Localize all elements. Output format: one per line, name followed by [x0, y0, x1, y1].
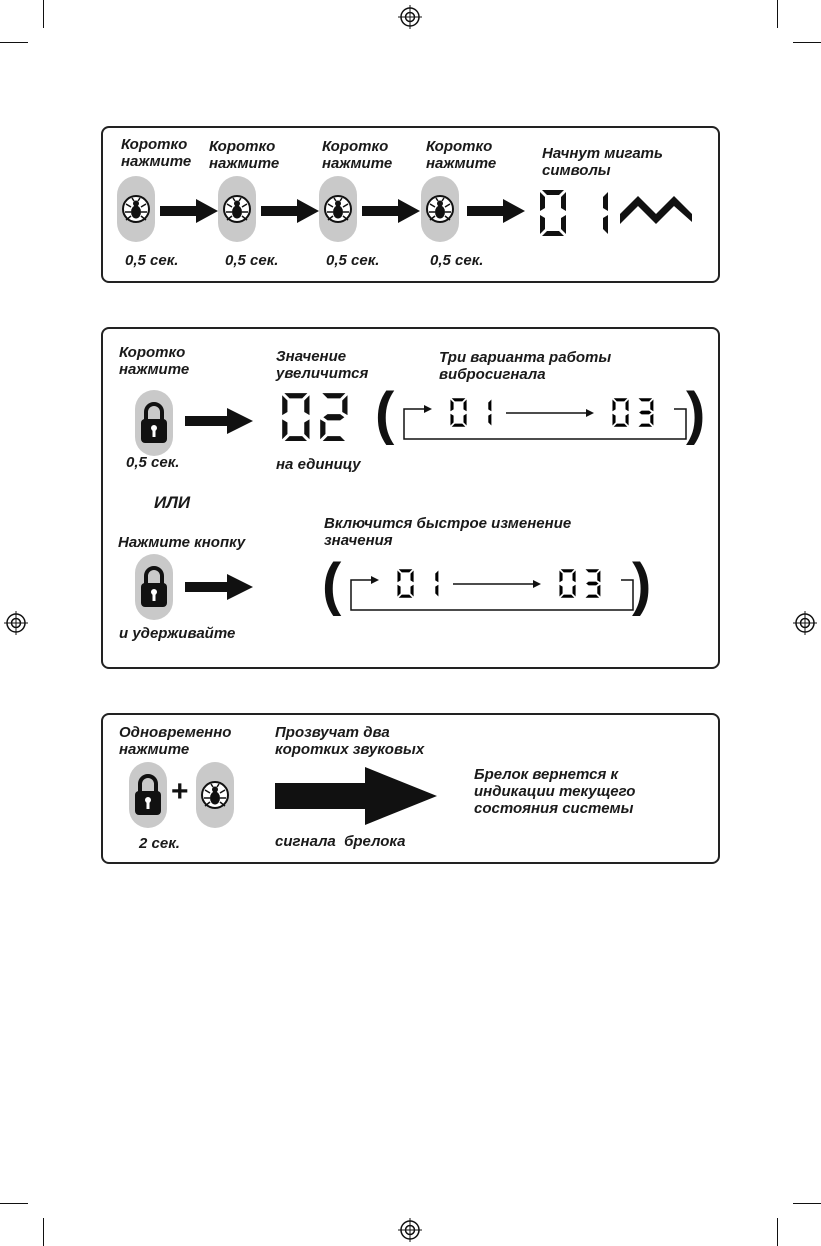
- vibration-wave-icon: [620, 196, 692, 224]
- crop-mark-top-left-h: [0, 42, 28, 43]
- lcd-segment-e: [450, 414, 453, 426]
- lcd-segment-e: [282, 419, 287, 439]
- lcd-digit: [397, 569, 413, 598]
- lock-icon: [129, 762, 167, 828]
- crop-mark-top-left-v: [43, 0, 44, 28]
- vibro-label: Три варианта работы вибросигнала: [439, 349, 612, 383]
- step-3-label: Коротко нажмите: [322, 138, 393, 172]
- lcd-segment-a: [639, 398, 653, 401]
- lcd-segment-d: [561, 595, 575, 598]
- lcd-segment-e: [612, 414, 615, 426]
- arrow-right-icon: [160, 199, 218, 223]
- crop-mark-bottom-left-h: [0, 1203, 28, 1204]
- lcd-segment-e: [320, 419, 325, 439]
- registration-mark-left: [4, 611, 28, 635]
- lcd-segment-d: [284, 436, 307, 441]
- lcd-segment-c: [488, 414, 491, 426]
- lcd-segment-c: [304, 419, 309, 439]
- step-1-duration: 0,5 сек.: [125, 252, 179, 269]
- bug-button[interactable]: [319, 176, 357, 242]
- lcd-segment-e: [397, 585, 400, 597]
- lcd-digit: [450, 398, 466, 427]
- result-label: Брелок вернется к индикации текущего состояния системы: [474, 766, 636, 817]
- arrow-right-icon: [362, 199, 420, 223]
- plus-sign: +: [171, 775, 189, 808]
- lcd-segment-g: [323, 414, 344, 420]
- value-increase-suffix: на единицу: [276, 456, 361, 473]
- bug-icon: [421, 176, 459, 242]
- lcd-segment-b: [488, 399, 491, 411]
- registration-mark-right: [793, 611, 817, 635]
- lcd-digit: [320, 393, 347, 441]
- beep-suffix: сигнала брелока: [275, 833, 406, 850]
- lcd-segment-e: [540, 215, 545, 234]
- bug-icon: [196, 762, 234, 828]
- lcd-display-value: [278, 391, 354, 441]
- lcd-segment-a: [586, 569, 600, 572]
- arrow-right-icon: [467, 199, 525, 223]
- lcd-segment-b: [342, 395, 347, 415]
- lcd-digit: [639, 398, 654, 427]
- lcd-segment-a: [399, 569, 413, 572]
- panel-exit-menu: [101, 713, 720, 864]
- short-press-label: Коротко нажмите: [119, 344, 190, 378]
- lcd-segment-b: [603, 192, 608, 211]
- lcd-segment-f: [397, 570, 400, 582]
- lcd-segment-c: [603, 215, 608, 234]
- lcd-segment-f: [282, 395, 287, 415]
- bracket-open: (: [322, 552, 342, 617]
- lcd-digit: [612, 398, 628, 427]
- lcd-segment-c: [650, 414, 653, 426]
- lcd-digit: [540, 190, 566, 236]
- lcd-segment-c: [597, 585, 600, 597]
- hold-label: Нажмите кнопку: [118, 534, 246, 551]
- crop-mark-top-right-h: [793, 42, 821, 43]
- lcd-segment-c: [573, 585, 576, 597]
- lcd-segment-a: [561, 569, 575, 572]
- lcd-segment-f: [540, 192, 545, 211]
- bug-button[interactable]: [421, 176, 459, 242]
- bug-button[interactable]: [117, 176, 155, 242]
- lcd-segment-b: [304, 395, 309, 415]
- crop-mark-bottom-right-v: [777, 1218, 778, 1246]
- step-3-duration: 0,5 сек.: [326, 252, 380, 269]
- bug-icon: [319, 176, 357, 242]
- lcd-segment-a: [322, 393, 345, 398]
- lcd-segment-a: [452, 398, 466, 401]
- lcd-segment-g: [639, 411, 651, 415]
- or-label: ИЛИ: [154, 493, 191, 512]
- big-arrow-right-icon: [275, 767, 437, 825]
- lcd-digit: [603, 192, 608, 234]
- duration-label: 2 сек.: [139, 835, 180, 852]
- lcd-segment-c: [464, 414, 467, 426]
- lcd-segment-f: [559, 570, 562, 582]
- fast-change-label: Включится быстрое изменение значения: [324, 515, 572, 549]
- bug-button[interactable]: [196, 762, 234, 828]
- lcd-segment-d: [586, 595, 600, 598]
- bug-button[interactable]: [218, 176, 256, 242]
- panel-enter-menu: [101, 126, 720, 283]
- bracket-close: ): [686, 381, 706, 446]
- lcd-segment-a: [614, 398, 628, 401]
- lock-icon: [135, 554, 173, 620]
- lcd-digit: [488, 399, 491, 425]
- hold-suffix: и удерживайте: [119, 625, 236, 642]
- arrow-right-icon: [261, 199, 319, 223]
- bug-icon: [117, 176, 155, 242]
- step-1-label: Коротко нажмите: [121, 136, 192, 170]
- step-4-label: Коротко нажмите: [426, 138, 497, 172]
- lcd-segment-c: [561, 215, 566, 234]
- step-4-duration: 0,5 сек.: [430, 252, 484, 269]
- lcd-segment-f: [450, 399, 453, 411]
- lcd-digit: [435, 570, 438, 596]
- lock-button[interactable]: [135, 390, 173, 456]
- lcd-segment-d: [399, 595, 413, 598]
- crop-mark-bottom-left-v: [43, 1218, 44, 1246]
- panel-change-value: [101, 327, 720, 669]
- bracket-close: ): [632, 552, 652, 617]
- cycle-diagram: [396, 395, 696, 443]
- value-increase-label: Значение увеличится: [276, 348, 369, 382]
- registration-mark-top: [398, 5, 422, 29]
- lcd-segment-a: [542, 190, 564, 195]
- lock-button[interactable]: [135, 554, 173, 620]
- lcd-segment-b: [411, 570, 414, 582]
- lcd-segment-a: [284, 393, 307, 398]
- lcd-display: [536, 188, 696, 242]
- lcd-segment-b: [597, 570, 600, 582]
- lcd-segment-c: [626, 414, 629, 426]
- arrow-right-icon: [185, 574, 253, 600]
- crop-mark-bottom-right-h: [793, 1203, 821, 1204]
- step-2-label: Коротко нажмите: [209, 138, 280, 172]
- lcd-segment-g: [586, 582, 598, 586]
- beep-label: Прозвучат два коротких звуковых: [275, 724, 425, 758]
- registration-mark-bottom: [398, 1218, 422, 1242]
- lcd-segment-c: [435, 585, 438, 597]
- arrow-right-icon: [185, 408, 253, 434]
- step-2-duration: 0,5 сек.: [225, 252, 279, 269]
- lcd-segment-b: [626, 399, 629, 411]
- lcd-segment-d: [542, 231, 564, 236]
- lcd-segment-c: [411, 585, 414, 597]
- lcd-segment-f: [612, 399, 615, 411]
- lcd-segment-d: [452, 424, 466, 427]
- short-press-duration: 0,5 сек.: [126, 454, 180, 471]
- simultaneous-label: Одновременно нажмите: [119, 724, 232, 758]
- fast-cycle-diagram: [343, 566, 643, 614]
- crop-mark-top-right-v: [777, 0, 778, 28]
- lcd-segment-b: [561, 192, 566, 211]
- lock-icon: [135, 390, 173, 456]
- lcd-digit: [559, 569, 575, 598]
- lcd-segment-d: [322, 436, 345, 441]
- result-label: Начнут мигать символы: [542, 145, 663, 179]
- lcd-segment-e: [559, 585, 562, 597]
- lcd-segment-b: [650, 399, 653, 411]
- lcd-segment-d: [639, 424, 653, 427]
- lcd-digit: [282, 393, 309, 441]
- bracket-open: (: [375, 381, 395, 446]
- lcd-segment-d: [614, 424, 628, 427]
- lcd-digit: [586, 569, 601, 598]
- lcd-segment-b: [464, 399, 467, 411]
- lcd-segment-b: [435, 570, 438, 582]
- lock-button[interactable]: [129, 762, 167, 828]
- lcd-segment-b: [573, 570, 576, 582]
- bug-icon: [218, 176, 256, 242]
